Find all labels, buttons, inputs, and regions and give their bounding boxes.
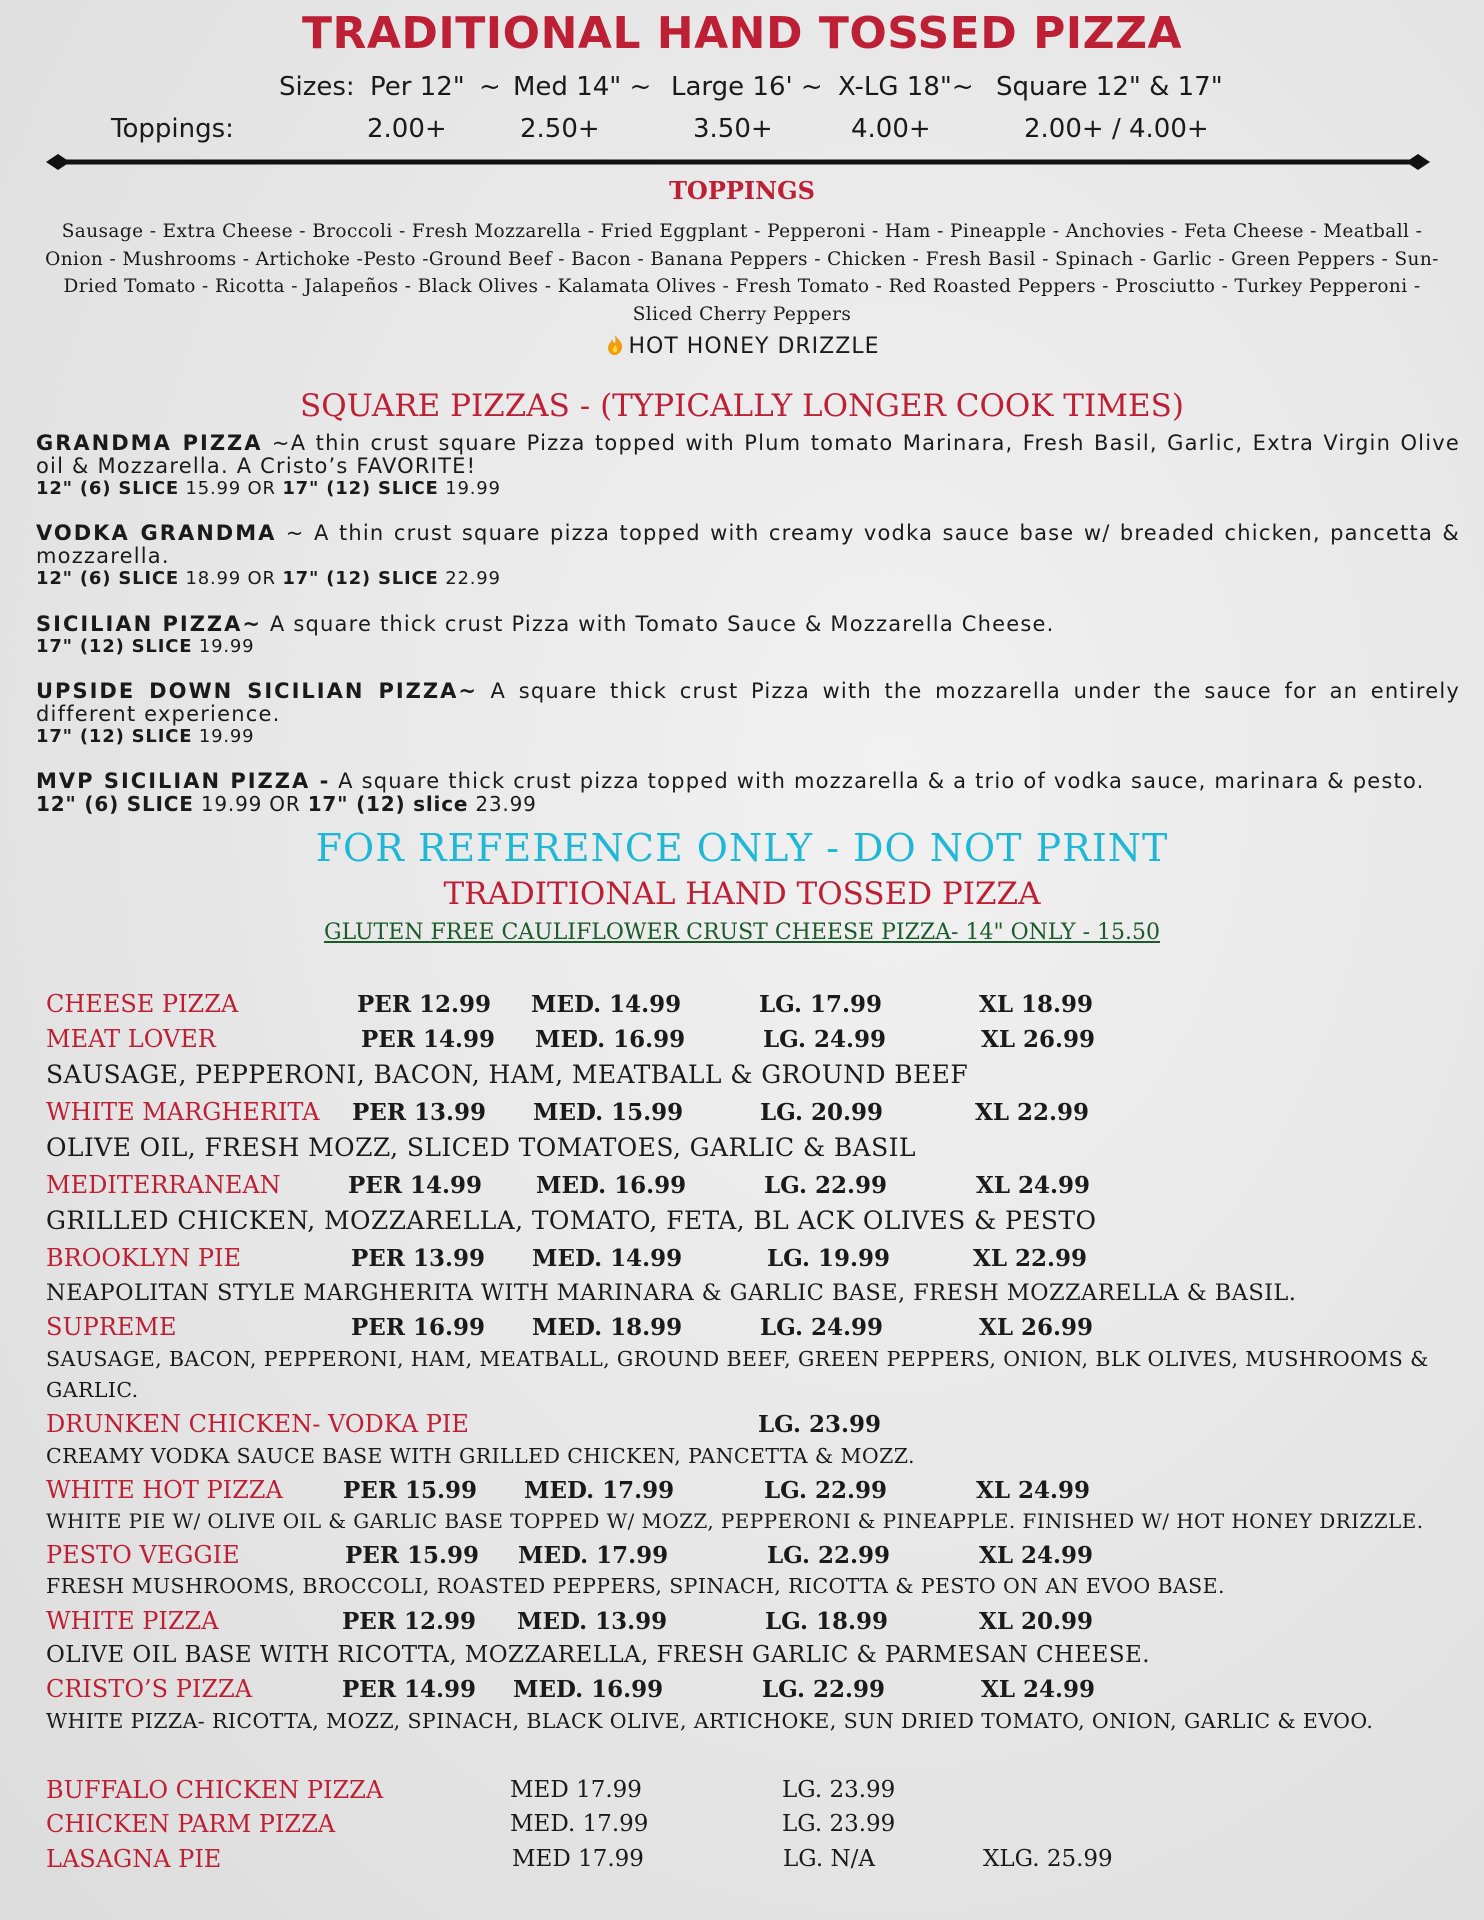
price-per: PER 14.99 — [361, 1026, 495, 1053]
menu-item-desc: WHITE PIE W/ OLIVE OIL & GARLIC BASE TOPPED W/ MOZZ, PEPPERONI & PINEAPPLE. FINISHED W/ HOT HONEY DRIZZLE. — [46, 1509, 1424, 1533]
divider-line — [46, 154, 1430, 170]
square-size-2: 17" (12) SLICE — [282, 478, 439, 499]
topping-price-square: 2.00+ / 4.00+ — [1024, 114, 1209, 144]
hot-honey-line — [0, 334, 1484, 359]
sizes-row — [0, 72, 1484, 108]
menu-item-name: SUPREME — [46, 1313, 177, 1341]
square-item-name: UPSIDE DOWN SICILIAN PIZZA~ — [36, 679, 478, 703]
price-per: PER 13.99 — [352, 1099, 486, 1126]
square-size-1: 12" (6) SLICE — [36, 478, 179, 499]
price-xl: XL 18.99 — [979, 991, 1094, 1018]
menu-item-name: CRISTO’S PIZZA — [46, 1675, 253, 1703]
square-item-desc: A square thick crust pizza topped with mozzarella & a trio of vodka sauce, marinara & pesto. — [330, 769, 1425, 793]
menu-item-name: PESTO VEGGIE — [46, 1541, 240, 1569]
size-med: Med 14" ~ — [513, 72, 652, 102]
square-item-name: VODKA GRANDMA — [36, 521, 277, 545]
square-size-2: 17" (12) slice — [307, 792, 469, 816]
price-per: PER 14.99 — [342, 1676, 476, 1703]
flame-icon — [605, 334, 625, 356]
square-item-desc: ~A thin crust square Pizza topped with Plum tomato Marinara, Fresh Basil, Garlic, Extra Virgin Olive oil & Mozzarella. A Cristo’s FAVORITE! — [36, 431, 1460, 478]
reference-note: FOR REFERENCE ONLY - DO NOT PRINT — [315, 826, 1169, 870]
menu-item-desc: GRILLED CHICKEN, MOZZARELLA, TOMATO, FETA, BL ACK OLIVES & PESTO — [46, 1206, 1097, 1235]
price-xl: XL 26.99 — [979, 1314, 1094, 1341]
specialty-price-med: MED 17.99 — [512, 1846, 644, 1872]
menu-item-name: BROOKLYN PIE — [46, 1244, 242, 1272]
square-price-1: 19.99 OR — [193, 792, 308, 816]
topping-prices-row — [0, 114, 1484, 150]
traditional-heading: TRADITIONAL HAND TOSSED PIZZA — [443, 876, 1041, 912]
specialty-price-lg: LG. 23.99 — [782, 1811, 896, 1837]
price-lg: LG. 22.99 — [767, 1542, 891, 1569]
gluten-free-line: GLUTEN FREE CAULIFLOWER CRUST CHEESE PIZZA- 14" ONLY - 15.50 — [324, 920, 1160, 945]
specialty-price-lg: LG. N/A — [783, 1846, 875, 1872]
menu-item-desc: SAUSAGE, PEPPERONI, BACON, HAM, MEATBALL & GROUND BEEF — [46, 1060, 969, 1089]
square-size-1: 12" (6) SLICE — [36, 568, 179, 589]
specialty-item-name: CHICKEN PARM PIZZA — [46, 1810, 336, 1838]
price-lg: LG. 23.99 — [758, 1411, 882, 1438]
price-med: MED. 14.99 — [532, 1245, 683, 1272]
page-title: TRADITIONAL HAND TOSSED PIZZA — [301, 8, 1183, 59]
specialty-item-name: LASAGNA PIE — [46, 1845, 222, 1873]
square-price-1: 15.99 OR — [178, 478, 283, 499]
toppings-list: Sausage - Extra Cheese - Broccoli - Fresh Mozzarella - Fried Eggplant - Pepperoni - Ham - Pineapple - Anchovies - Feta Cheese - Meatball - Onion - Mushrooms - Artichoke -Pesto -Ground Beef - Bacon - Banana Peppers - Chicken - Fresh Basil - Spinach - Garlic - Green Peppers - Sun-Dried Tomato - Ricotta - Jalapeños - Black Olives - Kalamata Olives - Fresh Tomato - Red Roasted Peppers - Prosciutto - Turkey Pepperoni - Sliced Cherry Peppers — [45, 221, 1439, 325]
price-med: MED. 15.99 — [533, 1099, 684, 1126]
price-xl: XL 22.99 — [973, 1245, 1088, 1272]
menu-item-desc: NEAPOLITAN STYLE MARGHERITA WITH MARINARA & GARLIC BASE, FRESH MOZZARELLA & BASIL. — [46, 1280, 1297, 1306]
price-per: PER 15.99 — [345, 1542, 479, 1569]
square-size-1: 12" (6) SLICE — [36, 792, 194, 816]
square-item-mvp — [36, 770, 1460, 815]
menu-item-name: WHITE HOT PIZZA — [46, 1476, 283, 1504]
price-lg: LG. 24.99 — [760, 1314, 884, 1341]
price-lg: LG. 19.99 — [767, 1245, 891, 1272]
topping-price-med: 2.50+ — [520, 114, 600, 144]
price-lg: LG. 20.99 — [760, 1099, 884, 1126]
price-xl: XL 24.99 — [979, 1542, 1094, 1569]
price-xl: XL 22.99 — [975, 1099, 1090, 1126]
specialty-price-lg: LG. 23.99 — [782, 1777, 896, 1803]
price-xl: XL 26.99 — [981, 1026, 1096, 1053]
price-xl: XL 20.99 — [979, 1608, 1094, 1635]
toppings-heading: TOPPINGS — [669, 176, 815, 205]
price-lg: LG. 24.99 — [763, 1026, 887, 1053]
square-item-desc: ~ A thin crust square pizza topped with creamy vodka sauce base w/ breaded chicken, pancetta & mozzarella. — [36, 521, 1460, 568]
price-lg: LG. 22.99 — [764, 1477, 888, 1504]
square-item-name: SICILIAN PIZZA~ — [36, 612, 263, 636]
square-price-1: 19.99 — [192, 726, 255, 747]
toppings-label: Toppings: — [111, 114, 234, 144]
square-price-1: 19.99 — [192, 636, 255, 657]
menu-item-name: DRUNKEN CHICKEN- VODKA PIE — [46, 1410, 469, 1438]
price-lg: LG. 18.99 — [765, 1608, 889, 1635]
sizes-label: Sizes: — [279, 72, 355, 102]
price-per: PER 16.99 — [351, 1314, 485, 1341]
specialty-price-xl: XLG. 25.99 — [983, 1846, 1113, 1872]
size-per: Per 12" — [370, 72, 465, 102]
price-med: MED. 17.99 — [518, 1542, 669, 1569]
menu-item-desc: OLIVE OIL, FRESH MOZZ, SLICED TOMATOES, GARLIC & BASIL — [46, 1133, 916, 1162]
square-item-desc: A square thick crust Pizza with Tomato Sauce & Mozzarella Cheese. — [262, 612, 1055, 636]
price-per: PER 14.99 — [348, 1172, 482, 1199]
price-per: PER 12.99 — [357, 991, 491, 1018]
price-med: MED. 17.99 — [524, 1477, 675, 1504]
square-size-2: 17" (12) SLICE — [282, 568, 439, 589]
price-lg: LG. 22.99 — [764, 1172, 888, 1199]
menu-item-desc: SAUSAGE, BACON, PEPPERONI, HAM, MEATBALL, GROUND BEEF, GREEN PEPPERS, ONION, BLK OLIVES, MUSHROOMS & GARLIC. — [46, 1347, 1429, 1402]
price-lg: LG. 17.99 — [759, 991, 883, 1018]
price-med: MED. 16.99 — [535, 1026, 686, 1053]
square-item-name: GRANDMA PIZZA — [36, 431, 263, 455]
menu-item-name: MEAT LOVER — [46, 1025, 216, 1053]
menu-item-name: MEDITERRANEAN — [46, 1171, 281, 1199]
topping-price-large: 3.50+ — [693, 114, 773, 144]
specialty-price-med: MED. 17.99 — [510, 1811, 649, 1837]
price-xl: XL 24.99 — [976, 1172, 1091, 1199]
price-xl: XL 24.99 — [981, 1676, 1096, 1703]
price-med: MED. 18.99 — [532, 1314, 683, 1341]
menu-item-name: WHITE MARGHERITA — [46, 1098, 320, 1126]
square-item-desc: A square thick crust Pizza with the mozzarella under the sauce for an entirely different experience. — [36, 679, 1461, 726]
specialty-price-med: MED 17.99 — [510, 1777, 642, 1803]
menu-item-name: WHITE PIZZA — [46, 1607, 219, 1635]
price-per: PER 13.99 — [351, 1245, 485, 1272]
square-item-grandma — [36, 432, 1460, 500]
price-med: MED. 16.99 — [513, 1676, 664, 1703]
price-per: PER 15.99 — [343, 1477, 477, 1504]
price-xl: XL 24.99 — [976, 1477, 1091, 1504]
square-item-vodka-grandma — [36, 522, 1460, 590]
square-price-2: 19.99 — [438, 478, 501, 499]
square-size-1: 17" (12) SLICE — [36, 726, 193, 747]
menu-item-desc: OLIVE OIL BASE WITH RICOTTA, MOZZARELLA, FRESH GARLIC & PARMESAN CHEESE. — [46, 1642, 1150, 1668]
size-large: Large 16' ~ — [671, 72, 823, 102]
topping-price-xlg: 4.00+ — [851, 114, 931, 144]
size-square: Square 12" & 17" — [996, 72, 1223, 102]
price-med: MED. 14.99 — [531, 991, 682, 1018]
size-separator: ~ — [479, 72, 501, 102]
menu-item-desc: WHITE PIZZA- RICOTTA, MOZZ, SPINACH, BLACK OLIVE, ARTICHOKE, SUN DRIED TOMATO, ONION, GARLIC & EVOO. — [46, 1709, 1374, 1733]
size-xlg: X-LG 18"~ — [838, 72, 974, 102]
price-med: MED. 16.99 — [536, 1172, 687, 1199]
hot-honey-text: HOT HONEY DRIZZLE — [628, 334, 880, 359]
price-lg: LG. 22.99 — [762, 1676, 886, 1703]
square-item-sicilian — [36, 613, 1460, 658]
topping-price-per: 2.00+ — [367, 114, 447, 144]
square-size-1: 17" (12) SLICE — [36, 636, 193, 657]
square-item-name: MVP SICILIAN PIZZA - — [36, 769, 331, 793]
price-med: MED. 13.99 — [517, 1608, 668, 1635]
specialty-item-name: BUFFALO CHICKEN PIZZA — [46, 1776, 384, 1804]
square-pizzas-heading: SQUARE PIZZAS - (TYPICALLY LONGER COOK TIMES) — [300, 388, 1184, 424]
menu-item-desc: FRESH MUSHROOMS, BROCCOLI, ROASTED PEPPERS, SPINACH, RICOTTA & PESTO ON AN EVOO BASE. — [46, 1574, 1225, 1598]
square-item-upside-down — [36, 680, 1460, 748]
price-per: PER 12.99 — [342, 1608, 476, 1635]
square-price-2: 22.99 — [438, 568, 501, 589]
square-price-1: 18.99 OR — [178, 568, 283, 589]
menu-item-desc: CREAMY VODKA SAUCE BASE WITH GRILLED CHICKEN, PANCETTA & MOZZ. — [46, 1444, 915, 1468]
menu-item-name: CHEESE PIZZA — [46, 990, 239, 1018]
square-price-2: 23.99 — [468, 792, 537, 816]
